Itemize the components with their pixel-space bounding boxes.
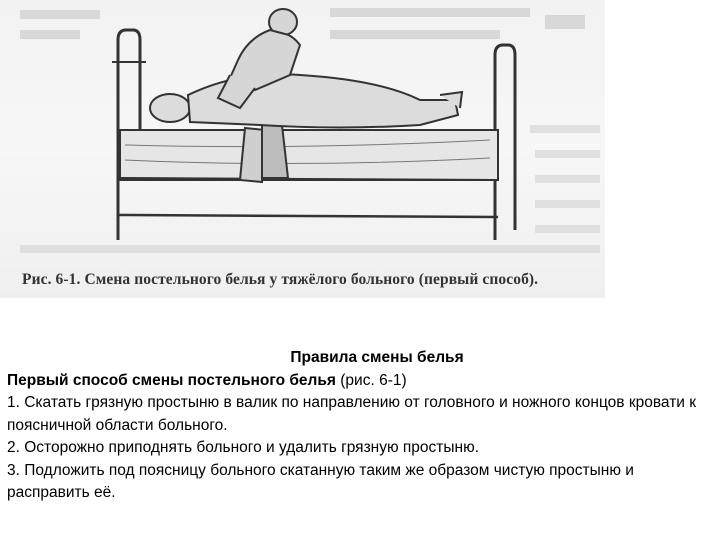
rolled-sheet xyxy=(240,125,288,182)
bleed-through-text xyxy=(20,8,585,39)
method-figure-ref: (рис. 6-1) xyxy=(335,371,407,389)
figure-caption: Рис. 6-1. Смена постельного белья у тяжёлого больного (первый способ). xyxy=(22,271,539,288)
instructions-block xyxy=(7,347,712,505)
scanned-figure xyxy=(0,0,605,298)
bed-illustration xyxy=(0,0,605,298)
method-heading xyxy=(7,370,712,393)
step-1: 1. Скатать грязную простыню в валик по направлению от головного и ножного концов кровати к поясничной области больного. xyxy=(7,394,697,434)
page-title: Правила смены белья xyxy=(290,349,464,366)
method-heading-bold: Первый способ смены постельного белья xyxy=(7,371,336,389)
bed-frame xyxy=(112,30,515,240)
step-3: 3. Подложить под поясницу больного скатанную таким же образом чистую простыню и расправить её. xyxy=(7,461,634,501)
patient-figure xyxy=(150,74,462,127)
step-2: 2. Осторожно приподнять больного и удалить грязную простыню. xyxy=(7,439,480,456)
